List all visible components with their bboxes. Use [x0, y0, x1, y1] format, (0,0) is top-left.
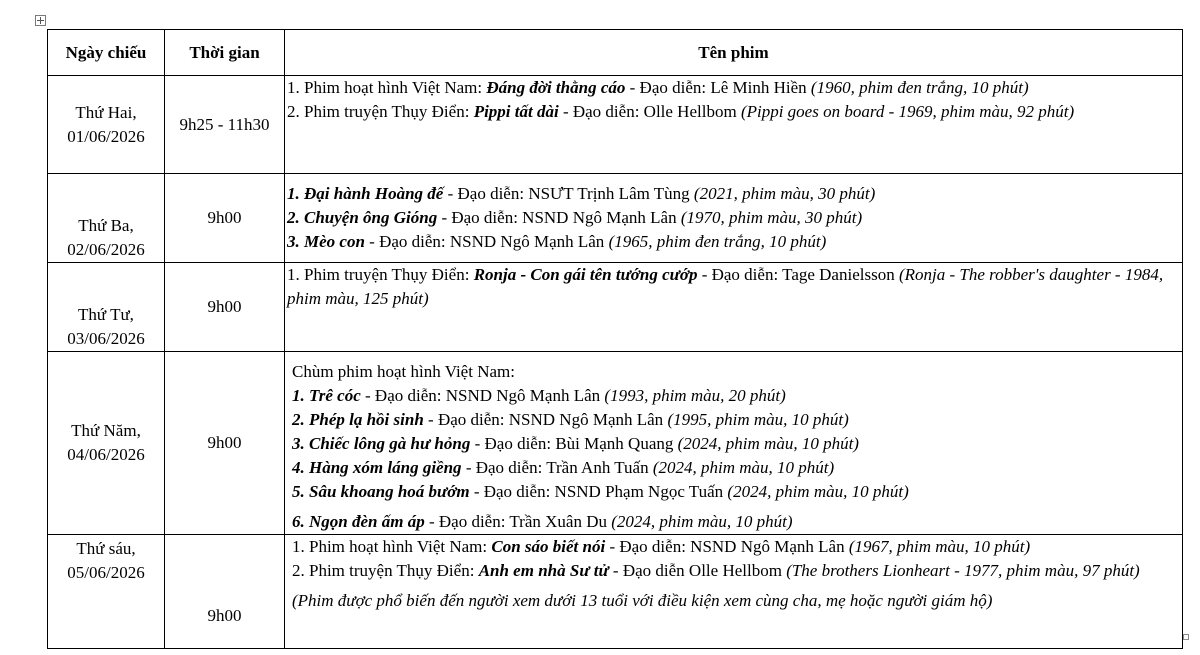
weekday: Thứ sáu,	[76, 539, 136, 558]
film-info: (1960, phim đen trắng, 10 phút)	[810, 78, 1029, 97]
table-header-row	[48, 30, 1183, 76]
film-director: - Đạo diễn Olle Hellbom	[608, 561, 787, 580]
film-entry	[292, 408, 1178, 432]
film-entry	[292, 510, 1178, 534]
date: 03/06/2026	[67, 329, 145, 348]
time-cell	[165, 174, 285, 263]
date-cell	[48, 76, 165, 174]
date-cell	[48, 535, 165, 649]
film-entry	[287, 263, 1178, 311]
date-cell	[48, 263, 165, 352]
films-cell	[285, 174, 1183, 263]
film-entry	[292, 559, 1178, 583]
film-info: (1993, phim màu, 20 phút)	[604, 386, 786, 405]
film-title: 1. Đại hành Hoàng đế	[287, 184, 444, 203]
table-row	[48, 535, 1183, 649]
film-director: - Đạo diễn: Trần Xuân Du	[424, 512, 612, 531]
header-date: Ngày chiếu	[48, 30, 165, 76]
film-source: 1. Phim hoạt hình Việt Nam:	[287, 78, 487, 97]
weekday: Thứ Tư,	[78, 305, 134, 324]
films-cell	[285, 76, 1183, 174]
date: 04/06/2026	[67, 445, 145, 464]
date: 01/06/2026	[67, 126, 145, 146]
date: 05/06/2026	[67, 563, 145, 582]
showtime: 9h00	[207, 208, 242, 227]
film-title: 2. Chuyện ông Gióng	[287, 208, 438, 227]
film-director: - Đạo diễn: Lê Minh Hiền	[625, 78, 811, 97]
film-source: 1. Phim hoạt hình Việt Nam:	[292, 537, 492, 556]
film-director: - Đạo diễn: NSND Ngô Mạnh Lân	[423, 410, 668, 429]
showtime: 9h00	[207, 433, 242, 452]
showtime: 9h00	[207, 297, 242, 316]
film-info: (1970, phim màu, 30 phút)	[680, 208, 863, 227]
film-info: (1995, phim màu, 10 phút)	[667, 410, 849, 429]
film-title: 6. Ngọn đèn ấm áp	[292, 512, 425, 531]
film-title: Anh em nhà Sư tử	[478, 561, 609, 580]
age-note: (Phim được phổ biến đến người xem dưới 13 tuổi với điều kiện xem cùng cha, mẹ hoặc người giám hộ)	[292, 591, 993, 610]
film-info: (2024, phim màu, 10 phút)	[727, 482, 909, 501]
film-entry	[292, 535, 1178, 559]
films-cell	[285, 263, 1183, 352]
date: 02/06/2026	[67, 240, 145, 259]
film-info: (Ronja - The robber's daughter - 1984, phim màu, 125 phút)	[287, 265, 1164, 308]
film-info: (2021, phim màu, 30 phút)	[693, 184, 876, 203]
weekday: Thứ Ba,	[78, 216, 134, 235]
header-time: Thời gian	[165, 30, 285, 76]
film-director: - Đạo diễn: NSƯT Trịnh Lâm Tùng	[443, 184, 694, 203]
table-row	[48, 263, 1183, 352]
time-cell	[165, 76, 285, 174]
film-entry	[292, 384, 1178, 408]
film-director: - Đạo diễn: Olle Hellbom	[558, 102, 741, 121]
table-resize-handle[interactable]	[1183, 634, 1189, 640]
film-director: - Đạo diễn: NSND Ngô Mạnh Lân	[605, 537, 849, 556]
films-cell	[285, 535, 1183, 649]
time-cell	[165, 535, 285, 649]
film-source: 2. Phim truyện Thụy Điển:	[292, 561, 479, 580]
date-cell	[48, 174, 165, 263]
film-entry	[292, 456, 1178, 480]
film-title: Đáng đời thằng cáo	[486, 78, 626, 97]
film-title: 5. Sâu khoang hoá bướm	[292, 482, 470, 501]
film-schedule-table	[47, 29, 1183, 649]
film-info: (The brothers Lionheart - 1977, phim màu, 97 phút)	[786, 561, 1140, 580]
film-entry	[287, 100, 1178, 124]
film-director: - Đạo diễn: NSND Phạm Ngọc Tuấn	[469, 482, 728, 501]
table-row	[48, 76, 1183, 174]
table-row	[48, 352, 1183, 535]
films-cell	[285, 352, 1183, 535]
film-title: 4. Hàng xóm láng giềng	[292, 458, 462, 477]
film-info: (2024, phim màu, 10 phút)	[652, 458, 835, 477]
film-director: - Đạo diễn: NSND Ngô Mạnh Lân	[360, 386, 605, 405]
film-entry	[287, 230, 1178, 254]
film-info: (Pippi goes on board - 1969, phim màu, 92 phút)	[740, 102, 1075, 121]
film-title: Pippi tất dài	[473, 102, 559, 121]
film-director: - Đạo diễn: Tage Danielsson	[697, 265, 899, 284]
weekday: Thứ Năm,	[71, 421, 141, 440]
film-title: 3. Mèo con	[287, 232, 365, 251]
film-info: (1967, phim màu, 10 phút)	[848, 537, 1031, 556]
film-info: (1965, phim đen trắng, 10 phút)	[608, 232, 827, 251]
film-director: - Đạo diễn: NSND Ngô Mạnh Lân	[364, 232, 609, 251]
film-title: Ronja - Con gái tên tướng cướp	[473, 265, 698, 284]
film-info: (2024, phim màu, 10 phút)	[611, 512, 793, 531]
table-move-handle[interactable]	[35, 15, 46, 26]
table-row	[48, 174, 1183, 263]
film-entry	[292, 480, 1178, 504]
time-cell	[165, 352, 285, 535]
film-source: 1. Phim truyện Thụy Điển:	[287, 265, 474, 284]
showtime: 9h25 - 11h30	[179, 114, 270, 134]
film-director: - Đạo diễn: Trần Anh Tuấn	[461, 458, 653, 477]
film-info: (2024, phim màu, 10 phút)	[677, 434, 859, 453]
film-title: 2. Phép lạ hồi sinh	[292, 410, 424, 429]
film-source: 2. Phim truyện Thụy Điển:	[287, 102, 474, 121]
film-entry	[287, 182, 1178, 206]
header-title: Tên phim	[285, 30, 1183, 76]
films-intro: Chùm phim hoạt hình Việt Nam:	[292, 362, 515, 381]
film-entry	[292, 432, 1178, 456]
time-cell	[165, 263, 285, 352]
date-cell	[48, 352, 165, 535]
film-director: - Đạo diễn: Bùi Mạnh Quang	[470, 434, 678, 453]
film-entry	[287, 76, 1178, 100]
film-entry	[287, 206, 1178, 230]
weekday: Thứ Hai,	[75, 102, 137, 122]
showtime: 9h00	[207, 606, 242, 625]
film-title: 3. Chiếc lông gà hư hỏng	[292, 434, 471, 453]
film-title: 1. Trê cóc	[292, 386, 361, 405]
film-title: Con sáo biết nói	[491, 537, 606, 556]
film-director: - Đạo diễn: NSND Ngô Mạnh Lân	[437, 208, 681, 227]
